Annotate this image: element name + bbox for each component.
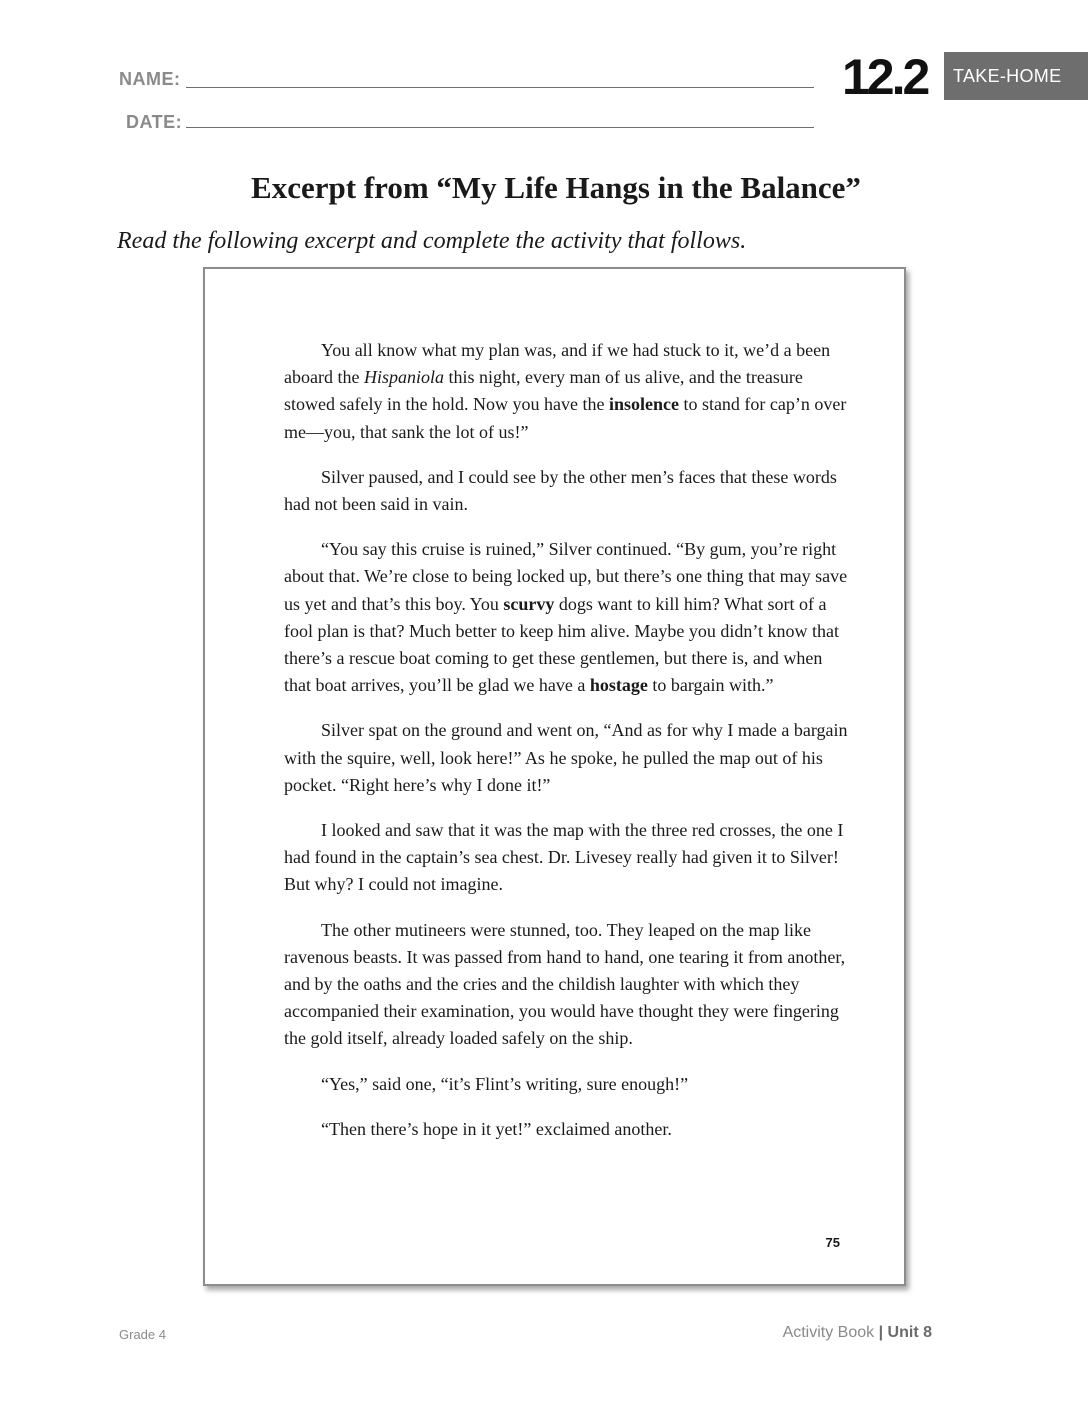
paragraph-1-part-b: this night, every man of us alive, and the treasure stowed safely in the hold. Now you have the [284, 367, 803, 415]
vocab-word-hostage: hostage [589, 675, 648, 696]
footer-grade: Grade 4 [119, 1327, 166, 1342]
paragraph-3-part-a: “You say this cruise is ruined,” Silver continued. “By gum, you’re right about that. We’re close to being locked up, but there’s one thing that may save us yet and that’s this boy. You [284, 539, 848, 614]
excerpt-box [203, 267, 906, 1286]
excerpt-text [284, 337, 849, 1161]
page-title: Excerpt from “My Life Hangs in the Balance” [251, 170, 861, 205]
paragraph-1-part-a: You all know what my plan was, and if we had stuck to it, we’d a been aboard the [284, 340, 831, 388]
name-label: NAME: [119, 69, 181, 89]
paragraph-1 [284, 337, 849, 446]
instructions: Read the following excerpt and complete the activity that follows. [117, 228, 747, 254]
date-line[interactable] [186, 127, 814, 128]
lesson-number: 12.2 [842, 49, 928, 105]
paragraph-8: “Then there’s hope in it yet!” exclaimed another. [321, 1118, 672, 1139]
paragraph-7: “Yes,” said one, “it’s Flint’s writing, sure enough!” [321, 1073, 689, 1094]
paragraph-3-part-c: to bargain with.” [647, 675, 774, 696]
name-line[interactable] [186, 87, 814, 88]
paragraph-3-part-b: dogs want to kill him? What sort of a fool plan is that? Much better to keep him alive. Maybe you didn’t know that there’s a rescue boat coming to get these gentlemen, but there is, and when that boat arrives, you’ll be glad we have a [284, 593, 840, 696]
vocab-word-insolence: insolence [608, 394, 679, 415]
excerpt-page-number: 75 [825, 1235, 840, 1250]
vocab-word-scurvy: scurvy [503, 593, 555, 614]
date-label: DATE: [126, 112, 183, 132]
footer-unit: Unit 8 [887, 1324, 932, 1341]
footer-book-unit [783, 1324, 932, 1342]
paragraph-5: I looked and saw that it was the map with the three red crosses, the one I had found in the captain’s sea chest. Dr. Livesey really had given it to Silver! But why? I could not imagine. [284, 820, 844, 895]
paragraph-4: Silver spat on the ground and went on, “And as for why I made a bargain with the squire, well, look here!” As he spoke, he pulled the map out of his pocket. “Right here’s why I done it!” [284, 720, 848, 795]
footer-book: Activity Book [782, 1324, 875, 1341]
paragraph-2: Silver paused, and I could see by the other men’s faces that these words had not been said in vain. [284, 466, 837, 515]
paragraph-3 [284, 536, 849, 699]
footer-separator: | [878, 1324, 884, 1341]
take-home-tag: TAKE-HOME [944, 52, 1088, 100]
paragraph-1-part-c: to stand for cap’n over me—you, that sank the lot of us!” [284, 394, 847, 442]
ship-name: Hispaniola [363, 367, 444, 388]
paragraph-6: The other mutineers were stunned, too. They leaped on the map like ravenous beasts. It was passed from hand to hand, one tearing it from another, and by the oaths and the cries and the childish laughter with which they accompanied their examination, you would have thought they were fingering the gold itself, already loaded safely on the ship. [284, 919, 846, 1049]
